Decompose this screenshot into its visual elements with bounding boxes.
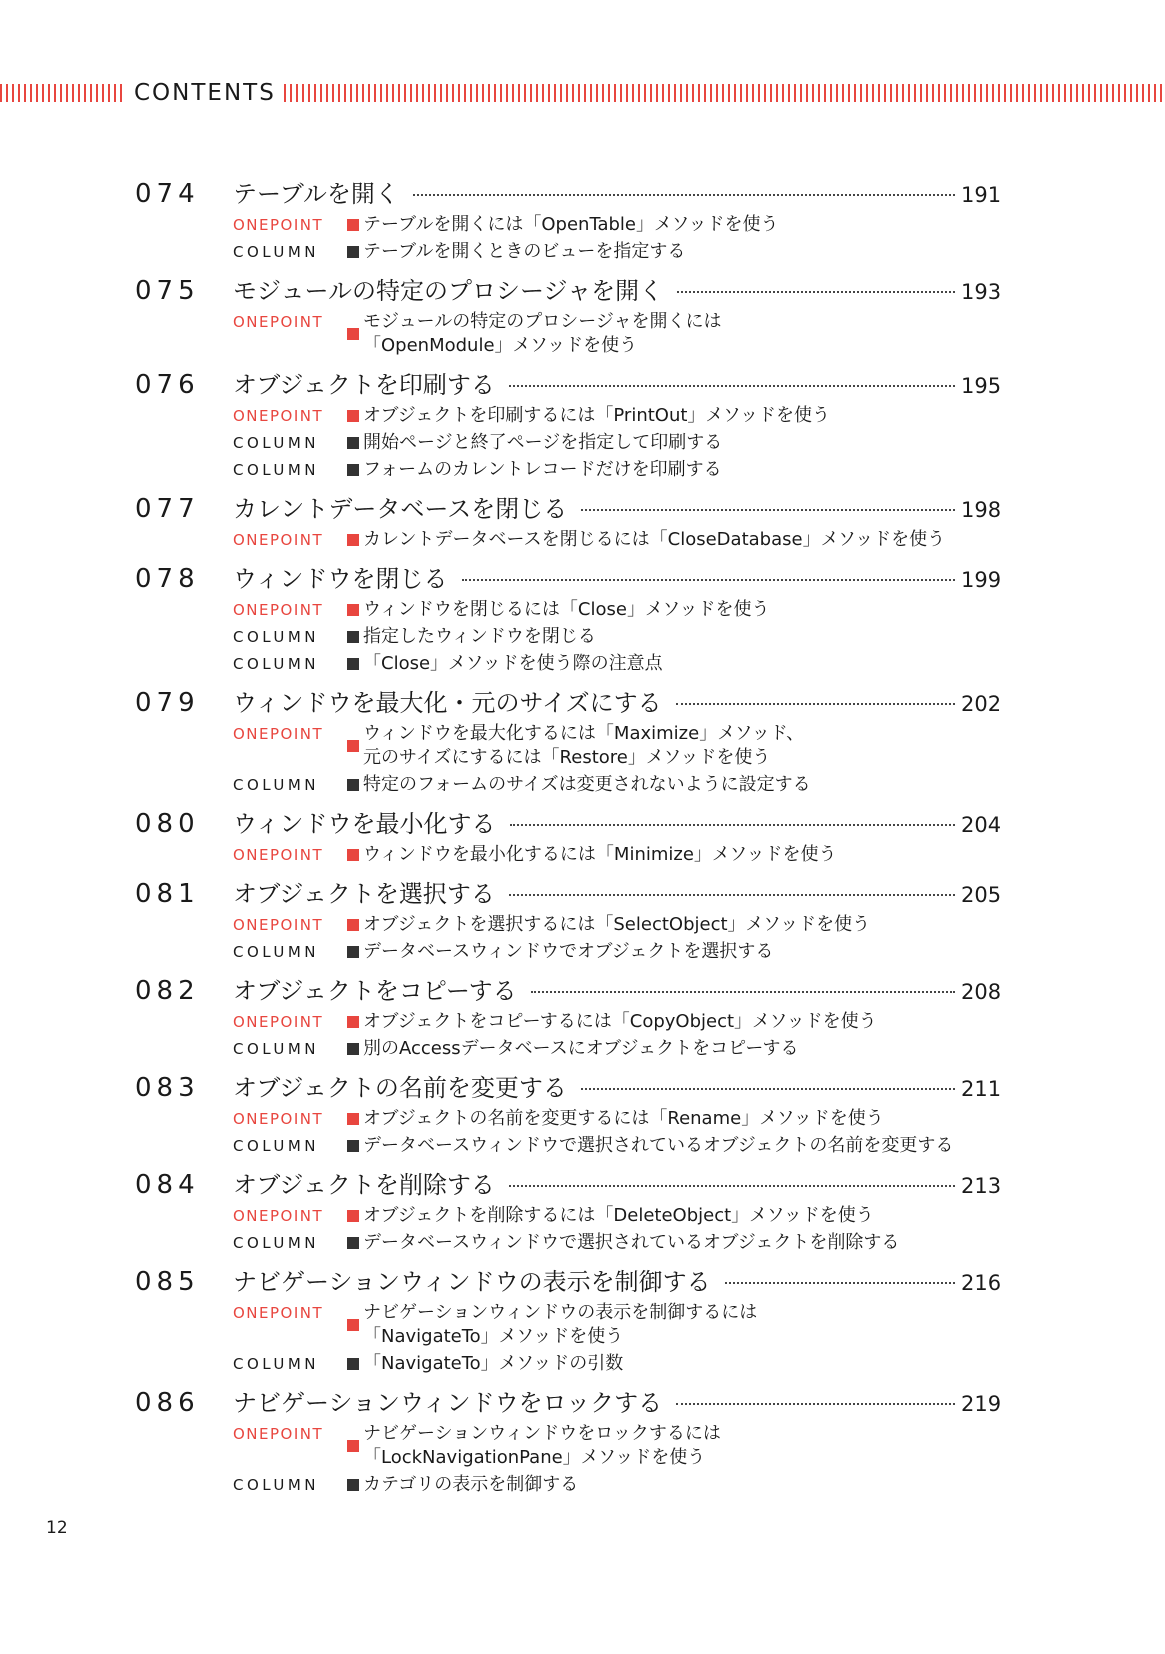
dot-leader xyxy=(677,291,955,293)
item-text-line: 元のサイズにするには「Restore」メソッドを使う xyxy=(363,747,771,768)
item-text xyxy=(363,240,685,264)
toc-entry-heading xyxy=(135,489,1001,525)
item-text xyxy=(363,310,722,358)
onepoint-item xyxy=(233,528,1001,552)
onepoint-tag: ONEPOINT xyxy=(233,1110,324,1128)
onepoint-item xyxy=(233,404,1001,428)
entry-page: 213 xyxy=(961,1174,1002,1198)
toc-entry-heading xyxy=(135,559,1001,595)
onepoint-item xyxy=(233,913,1001,937)
square-bullet-icon xyxy=(347,849,359,861)
toc-entry-heading xyxy=(135,365,1001,401)
toc-entry xyxy=(135,1262,1001,1376)
dot-leader xyxy=(725,1282,955,1284)
onepoint-tag: ONEPOINT xyxy=(233,916,324,934)
item-text-line: データベースウィンドウで選択されているオブジェクトを削除する xyxy=(363,1232,900,1253)
square-bullet-icon xyxy=(347,779,359,791)
entry-page: 208 xyxy=(961,980,1002,1004)
item-text-line: オブジェクトを削除するには「DeleteObject」メソッドを使う xyxy=(363,1205,874,1226)
toc-entry-heading xyxy=(135,1068,1001,1104)
square-bullet-icon xyxy=(347,464,359,476)
header-stripes-right xyxy=(284,84,1165,102)
column-item xyxy=(233,773,1001,797)
entry-number: 074 xyxy=(135,179,200,209)
dot-leader xyxy=(676,703,955,705)
entry-title: モジュールの特定のプロシージャを開く xyxy=(233,277,664,305)
entry-title: オブジェクトの名前を変更する xyxy=(233,1074,567,1102)
toc-entry-heading xyxy=(135,971,1001,1007)
column-tag: COLUMN xyxy=(233,1137,320,1155)
square-bullet-icon xyxy=(347,1319,359,1331)
toc-entry xyxy=(135,683,1001,797)
item-text xyxy=(363,1204,874,1228)
dot-leader xyxy=(531,991,955,993)
entry-page: 205 xyxy=(961,883,1002,907)
item-text xyxy=(363,1010,877,1034)
item-text xyxy=(363,625,596,649)
onepoint-item xyxy=(233,722,1001,770)
square-bullet-icon xyxy=(347,246,359,258)
entry-page: 198 xyxy=(961,498,1002,522)
entry-number: 075 xyxy=(135,276,200,306)
square-bullet-icon xyxy=(347,1043,359,1055)
column-item xyxy=(233,458,1001,482)
square-bullet-icon xyxy=(347,658,359,670)
column-item xyxy=(233,431,1001,455)
item-text-line: ウィンドウを最大化するには「Maximize」メソッド、 xyxy=(363,723,805,744)
onepoint-item xyxy=(233,310,1001,358)
column-tag: COLUMN xyxy=(233,943,320,961)
item-text xyxy=(363,1037,798,1061)
entry-title: テーブルを開く xyxy=(233,180,399,208)
toc-entry-heading xyxy=(135,1262,1001,1298)
entry-page: 202 xyxy=(961,692,1002,716)
item-text xyxy=(363,1473,578,1497)
entry-title: ウィンドウを最小化する xyxy=(233,810,496,838)
entry-number: 085 xyxy=(135,1267,200,1297)
item-text xyxy=(363,528,945,552)
entry-page: 193 xyxy=(961,280,1002,304)
square-bullet-icon xyxy=(347,1210,359,1222)
item-text xyxy=(363,843,836,867)
entry-number: 083 xyxy=(135,1073,200,1103)
item-text xyxy=(363,598,770,622)
item-text xyxy=(363,431,722,455)
item-text-line: ナビゲーションウィンドウの表示を制御するには xyxy=(363,1302,758,1323)
toc-entry xyxy=(135,174,1001,264)
item-text-line: ウィンドウを閉じるには「Close」メソッドを使う xyxy=(363,599,770,620)
dot-leader xyxy=(509,894,955,896)
item-text-line: テーブルを開くには「OpenTable」メソッドを使う xyxy=(363,214,779,235)
toc-entry xyxy=(135,1383,1001,1497)
column-item xyxy=(233,940,1001,964)
onepoint-item xyxy=(233,1010,1001,1034)
square-bullet-icon xyxy=(347,740,359,752)
column-tag: COLUMN xyxy=(233,1040,320,1058)
square-bullet-icon xyxy=(347,410,359,422)
item-text-line: 「NavigateTo」メソッドの引数 xyxy=(363,1353,624,1374)
entry-page: 191 xyxy=(961,183,1002,207)
entry-page: 204 xyxy=(961,813,1002,837)
entry-number: 076 xyxy=(135,370,200,400)
square-bullet-icon xyxy=(347,1237,359,1249)
item-text-line: オブジェクトを印刷するには「PrintOut」メソッドを使う xyxy=(363,405,830,426)
contents-header xyxy=(0,80,1165,106)
toc-entry xyxy=(135,271,1001,358)
column-item xyxy=(233,652,1001,676)
entry-number: 077 xyxy=(135,494,200,524)
item-text-line: データベースウィンドウで選択されているオブジェクトの名前を変更する xyxy=(363,1135,954,1156)
item-text xyxy=(363,1231,899,1255)
onepoint-item xyxy=(233,598,1001,622)
column-tag: COLUMN xyxy=(233,1476,320,1494)
column-tag: COLUMN xyxy=(233,628,320,646)
onepoint-item xyxy=(233,213,1001,237)
item-text-line: オブジェクトを選択するには「SelectObject」メソッドを使う xyxy=(363,914,871,935)
entry-title: ウィンドウを最大化・元のサイズにする xyxy=(233,689,662,717)
column-tag: COLUMN xyxy=(233,1355,320,1373)
item-text-line: 開始ページと終了ページを指定して印刷する xyxy=(363,432,723,453)
square-bullet-icon xyxy=(347,919,359,931)
item-text xyxy=(363,1301,757,1349)
item-text xyxy=(363,773,811,797)
column-tag: COLUMN xyxy=(233,1234,320,1252)
item-text-line: カテゴリの表示を制御する xyxy=(363,1474,579,1495)
dot-leader xyxy=(510,824,955,826)
entry-number: 086 xyxy=(135,1388,200,1418)
toc-entry xyxy=(135,804,1001,867)
toc-entry xyxy=(135,1068,1001,1158)
item-text xyxy=(363,913,870,937)
entry-page: 219 xyxy=(961,1392,1002,1416)
entry-page: 195 xyxy=(961,374,1002,398)
toc-entry-heading xyxy=(135,174,1001,210)
column-tag: COLUMN xyxy=(233,655,320,673)
onepoint-tag: ONEPOINT xyxy=(233,1304,324,1322)
item-text-line: 「Close」メソッドを使う際の注意点 xyxy=(363,653,663,674)
onepoint-item xyxy=(233,1204,1001,1228)
entry-title: オブジェクトを選択する xyxy=(233,880,495,908)
entry-title: ウィンドウを閉じる xyxy=(233,565,448,593)
item-text xyxy=(363,1422,721,1470)
toc-entry xyxy=(135,365,1001,482)
square-bullet-icon xyxy=(347,1140,359,1152)
item-text xyxy=(363,652,663,676)
dot-leader xyxy=(676,1403,955,1405)
onepoint-tag: ONEPOINT xyxy=(233,313,324,331)
item-text xyxy=(363,1352,623,1376)
item-text xyxy=(363,458,722,482)
column-tag: COLUMN xyxy=(233,243,320,261)
toc-entry xyxy=(135,971,1001,1061)
toc-entry xyxy=(135,559,1001,676)
square-bullet-icon xyxy=(347,1113,359,1125)
item-text xyxy=(363,213,779,237)
item-text-line: 「NavigateTo」メソッドを使う xyxy=(363,1326,624,1347)
entry-title: オブジェクトを印刷する xyxy=(233,371,495,399)
entry-number: 080 xyxy=(135,809,200,839)
column-item xyxy=(233,1037,1001,1061)
item-text-line: モジュールの特定のプロシージャを開くには xyxy=(363,311,722,332)
entry-number: 079 xyxy=(135,688,200,718)
column-item xyxy=(233,240,1001,264)
toc-entry-heading xyxy=(135,874,1001,910)
onepoint-tag: ONEPOINT xyxy=(233,725,324,743)
entry-number: 082 xyxy=(135,976,200,1006)
onepoint-tag: ONEPOINT xyxy=(233,216,324,234)
column-item xyxy=(233,1134,1001,1158)
dot-leader xyxy=(581,509,955,511)
column-item xyxy=(233,1473,1001,1497)
dot-leader xyxy=(413,194,955,196)
column-tag: COLUMN xyxy=(233,461,320,479)
onepoint-item xyxy=(233,1107,1001,1131)
toc-entry xyxy=(135,874,1001,964)
entry-title: オブジェクトを削除する xyxy=(233,1171,495,1199)
square-bullet-icon xyxy=(347,1440,359,1452)
square-bullet-icon xyxy=(347,604,359,616)
item-text-line: カレントデータベースを閉じるには「CloseDatabase」メソッドを使う xyxy=(363,529,946,550)
entry-title: カレントデータベースを閉じる xyxy=(233,495,568,523)
onepoint-item xyxy=(233,1301,1001,1349)
toc-entry-heading xyxy=(135,1165,1001,1201)
item-text-line: フォームのカレントレコードだけを印刷する xyxy=(363,459,722,480)
onepoint-item xyxy=(233,1422,1001,1470)
entry-number: 084 xyxy=(135,1170,200,1200)
item-text-line: テーブルを開くときのビューを指定する xyxy=(363,241,686,262)
item-text xyxy=(363,940,773,964)
column-item xyxy=(233,625,1001,649)
onepoint-tag: ONEPOINT xyxy=(233,1013,324,1031)
toc-entry xyxy=(135,1165,1001,1255)
item-text xyxy=(363,722,804,770)
item-text-line: 「OpenModule」メソッドを使う xyxy=(363,335,638,356)
square-bullet-icon xyxy=(347,219,359,231)
toc-entry-heading xyxy=(135,271,1001,307)
item-text-line: ウィンドウを最小化するには「Minimize」メソッドを使う xyxy=(363,844,837,865)
square-bullet-icon xyxy=(347,1479,359,1491)
square-bullet-icon xyxy=(347,328,359,340)
entry-page: 211 xyxy=(961,1077,1002,1101)
square-bullet-icon xyxy=(347,1016,359,1028)
dot-leader xyxy=(509,385,955,387)
square-bullet-icon xyxy=(347,946,359,958)
item-text-line: 指定したウィンドウを閉じる xyxy=(363,626,596,647)
dot-leader xyxy=(509,1185,955,1187)
toc-entry-heading xyxy=(135,804,1001,840)
onepoint-tag: ONEPOINT xyxy=(233,1425,324,1443)
page-number: 12 xyxy=(46,1518,68,1538)
header-stripes-left xyxy=(0,84,126,102)
item-text-line: 特定のフォームのサイズは変更されないように設定する xyxy=(363,774,811,795)
header-title: CONTENTS xyxy=(134,80,276,106)
onepoint-tag: ONEPOINT xyxy=(233,531,324,549)
dot-leader xyxy=(462,579,955,581)
item-text-line: オブジェクトの名前を変更するには「Rename」メソッドを使う xyxy=(363,1108,884,1129)
dot-leader xyxy=(581,1088,955,1090)
onepoint-tag: ONEPOINT xyxy=(233,601,324,619)
entry-title: ナビゲーションウィンドウの表示を制御する xyxy=(233,1268,711,1296)
entry-title: ナビゲーションウィンドウをロックする xyxy=(233,1389,663,1417)
item-text-line: オブジェクトをコピーするには「CopyObject」メソッドを使う xyxy=(363,1011,877,1032)
item-text-line: データベースウィンドウでオブジェクトを選択する xyxy=(363,941,774,962)
entry-number: 078 xyxy=(135,564,200,594)
onepoint-item xyxy=(233,843,1001,867)
table-of-contents xyxy=(135,174,1001,1504)
toc-entry-heading xyxy=(135,1383,1001,1419)
entry-page: 199 xyxy=(961,568,1002,592)
toc-entry-heading xyxy=(135,683,1001,719)
item-text-line: 別のAccessデータベースにオブジェクトをコピーする xyxy=(363,1038,799,1059)
toc-entry xyxy=(135,489,1001,552)
square-bullet-icon xyxy=(347,534,359,546)
column-item xyxy=(233,1231,1001,1255)
square-bullet-icon xyxy=(347,437,359,449)
entry-title: オブジェクトをコピーする xyxy=(233,977,517,1005)
column-tag: COLUMN xyxy=(233,776,320,794)
column-item xyxy=(233,1352,1001,1376)
item-text-line: 「LockNavigationPane」メソッドを使う xyxy=(363,1447,706,1468)
onepoint-tag: ONEPOINT xyxy=(233,407,324,425)
onepoint-tag: ONEPOINT xyxy=(233,1207,324,1225)
item-text xyxy=(363,1107,884,1131)
item-text xyxy=(363,1134,953,1158)
item-text-line: ナビゲーションウィンドウをロックするには xyxy=(363,1423,721,1444)
entry-page: 216 xyxy=(961,1271,1002,1295)
column-tag: COLUMN xyxy=(233,434,320,452)
square-bullet-icon xyxy=(347,631,359,643)
entry-number: 081 xyxy=(135,879,200,909)
item-text xyxy=(363,404,830,428)
square-bullet-icon xyxy=(347,1358,359,1370)
onepoint-tag: ONEPOINT xyxy=(233,846,324,864)
